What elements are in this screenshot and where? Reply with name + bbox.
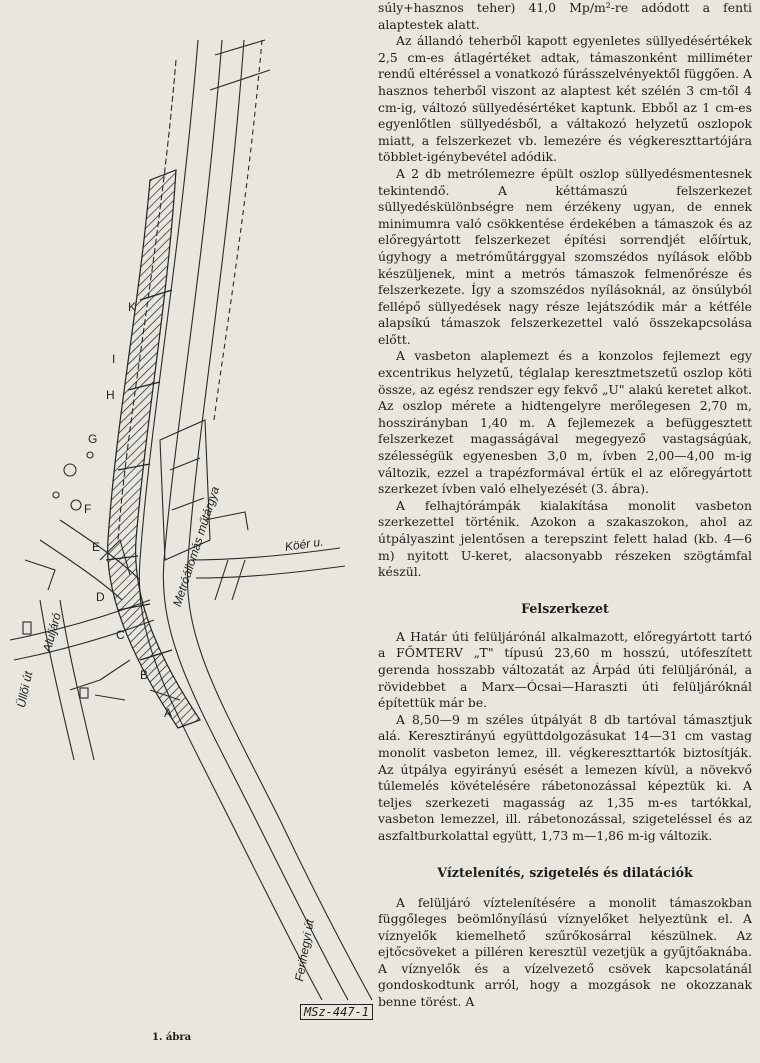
- support-label-g: G: [88, 432, 98, 446]
- koer-street-label: Köér u.: [284, 534, 325, 554]
- ferihegyi-ut-label: Ferihegyi út: [292, 918, 317, 983]
- support-label-f: F: [84, 502, 92, 516]
- support-label-i: I: [112, 352, 116, 366]
- section-heading-superstructure: Felszerkezet: [521, 600, 609, 616]
- drawing-stamp: MSz-447-1: [300, 1004, 373, 1020]
- aluljaro-label: Aluljáró: [40, 611, 64, 654]
- support-label-b: B: [140, 668, 149, 682]
- support-label-h: H: [106, 388, 115, 402]
- paragraph-ramps: A felhajtórámpák kialakítása monolit vasbeton szerkezettel történik. Azokon a szakaszokon, ahol az útpályaszint jelentősen a terepszint felett halad (kb. 4—6 m) nyitott U-keret, alacsonyabb részeken szögtámfal készül.: [378, 497, 752, 580]
- paragraph-deck: A 8,50—9 m széles útpályát 8 db tartóval támasztjuk alá. Keresztirányú együttdolgozásukat 14—31 cm vastag monolit vasbeton lemez, ill. végkereszttartók biztosítják. Az útpálya egyirányú esését a lemezen kívül, a növekvő túlemelés kövételésére rábetonozással képeztük ki. A teljes szerkezeti magasság az 1,35 m-es tartókkal, vasbeton lemezzel, ill. rábetonozással, szigeteléssel és az aszfaltburkolattal együtt, 1,73 m—1,86 m-ig változik.: [378, 711, 752, 843]
- paragraph-drainage: A felüljáró víztelenítésére a monolit támaszokban függőleges beömlőnyílású víznyelőket helyeztünk el. A víznyelők kiemelhető szűrőkosárral készülnek. Az ejtőcsöveket a pilléren keresztül vezetjük a gyűjtőaknába. A víznyelők és a vízelvezető csövek kapcsolatánál gondoskodtunk arról, hogy a mozgások ne okozzanak benne törést. A: [378, 894, 752, 1010]
- ulloi-ut-label: Üllői út: [14, 670, 36, 709]
- paragraph-u-frame: A vasbeton alaplemezt és a konzolos fejlemezt egy excentrikus helyzetű, téglalap keresztmetszetű oszlop köti össze, az egész rendszer egy fekvő „U" alakú keretet alkot. Az oszlop mérete a hidtengelyre merőlegesen 2,70 m, hosszirányban 1,40 m. A fejlemezek a befüggesztett felszerkezet magasságával megegyező vastagságúak, szélességük egyenesben 3,0 m, ívben 2,00—4,00 m-ig változik, ezzel a trapézformával értük el az előregyártott szerkezet ívben való elhelyezését (3. ábra).: [378, 348, 752, 497]
- support-label-a: A: [164, 706, 173, 720]
- metro-structure-label: Metróállomás műtárgya: [170, 484, 223, 609]
- support-label-k: K: [128, 300, 137, 314]
- support-label-c: C: [116, 628, 125, 642]
- text-column: [378, 0, 752, 1011]
- figure-caption: 1. ábra: [152, 1032, 192, 1043]
- paragraph-precast-girder: A Határ úti felüljárónál alkalmazott, előregyártott tartó a FŐMTERV „T" típusú 23,60 m hosszú, utófeszített gerenda hosszabb változatát az Árpád úti felüljárónál, a rövidebbet a Marx—Ócsai—Haraszti úti felüljáróknál építettük már be.: [378, 628, 752, 711]
- paragraph-metro-columns: A 2 db metrólemezre épült oszlop süllyedésmentesnek tekintendő. A kéttámaszú felszerkezet süllyedéskülönbségre nem érzékeny ugyan, de ennek minimumra való csökkentése érdekében a támaszok és az előregyártott felszerkezet építési sorrendjét előírtuk, úgyhogy a metróműtárggyal szomszédos nyílások előbb készüljenek, mint a metrós támaszok felmenőrésze és felszerkezete. Így a szomszédos nyílásoknál, az önsúlyból fellépő süllyedések nagy része lejátszódik már a kétféle alapsíkú támaszok felszerkezettel való összekapcsolása előtt.: [378, 165, 752, 347]
- paragraph-settlement-values: Az állandó teherből kapott egyenletes süllyedésértékek 2,5 cm-es átlagértéket adtak, támaszonként milliméter rendű eltéréssel a vonatkozó fúrásszelvényektől függően. A hasznos teherből viszont az alaptest két szélén 3 cm-től 4 cm-ig, változó süllyedésértéket kaptunk. Ebből az 1 cm-es egyenlőtlen süllyedésből, a váltakozó helyzetű oszlopok miatt, a felszerkezet vb. lemezére és végkereszttartójára többlet-igénybevétel adódik.: [378, 33, 752, 165]
- section-heading-drainage: Víztelenítés, szigetelés és dilatációk: [437, 864, 693, 880]
- paragraph-continuation: súly+hasznos teher) 41,0 Mp/m²-re adódott a fenti alaptestek alatt.: [378, 0, 752, 32]
- support-label-e: E: [92, 540, 101, 554]
- support-label-d: D: [96, 590, 105, 604]
